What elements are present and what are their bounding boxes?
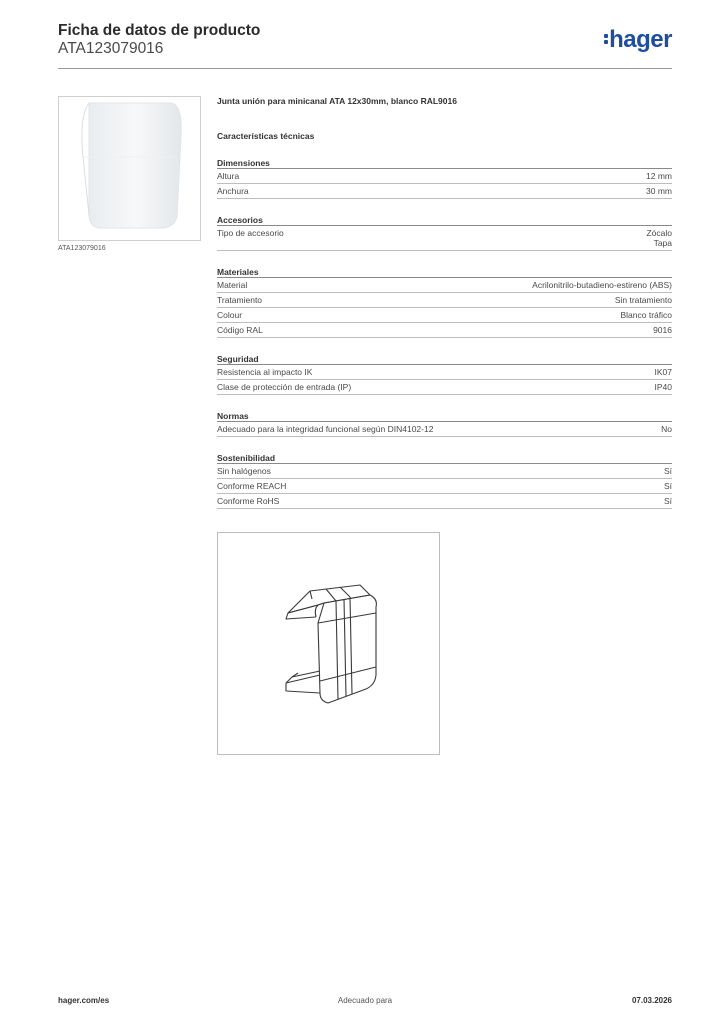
product-drawing xyxy=(217,532,440,755)
spec-value: No xyxy=(661,424,672,434)
product-code: ATA123079016 xyxy=(58,40,164,57)
spec-label: Resistencia al impacto IK xyxy=(217,367,313,377)
spec-group-sostenibilidad xyxy=(217,452,672,509)
spec-value-line: Tapa xyxy=(653,238,672,248)
product-thumbnail-image xyxy=(59,97,200,240)
hager-logo xyxy=(604,26,672,54)
spec-label: Código RAL xyxy=(217,325,263,335)
spec-label: Tipo de accesorio xyxy=(217,228,284,238)
spec-value: Acrilonitrilo-butadieno-estireno (ABS) xyxy=(532,280,672,290)
logo-dots-icon xyxy=(604,32,608,46)
spec-label: Conforme REACH xyxy=(217,481,287,491)
product-name: Junta unión para minicanal ATA 12x30mm, blanco RAL9016 xyxy=(217,96,457,106)
spec-row xyxy=(217,422,672,437)
spec-row xyxy=(217,494,672,509)
spec-label: Tratamiento xyxy=(217,295,263,305)
spec-value: IP40 xyxy=(654,382,672,392)
spec-value: IK07 xyxy=(654,367,672,377)
footer-website[interactable]: hager.com/es xyxy=(58,996,110,1005)
spec-content xyxy=(217,96,672,545)
product-thumbnail xyxy=(58,96,201,241)
page-footer xyxy=(58,996,672,1008)
group-title: Dimensiones xyxy=(217,157,672,169)
spec-value: Blanco tráfico xyxy=(620,310,672,320)
spec-label: Adecuado para la integridad funcional según DIN4102-12 xyxy=(217,424,434,434)
spec-row xyxy=(217,380,672,395)
spec-label: Altura xyxy=(217,171,240,181)
spec-row xyxy=(217,169,672,184)
technical-characteristics-heading: Características técnicas xyxy=(217,131,315,141)
group-title: Normas xyxy=(217,410,672,422)
spec-row xyxy=(217,323,672,338)
spec-row xyxy=(217,464,672,479)
spec-label: Sin halógenos xyxy=(217,466,271,476)
spec-value-line: Zócalo xyxy=(646,228,672,238)
spec-value: Sí xyxy=(663,481,672,491)
group-title: Accesorios xyxy=(217,214,672,226)
spec-row xyxy=(217,479,672,494)
spec-group-normas xyxy=(217,410,672,437)
spec-value: 12 mm xyxy=(646,171,672,181)
spec-value: Sí xyxy=(663,496,672,506)
spec-value: Sí xyxy=(663,466,672,476)
spec-row xyxy=(217,308,672,323)
spec-label: Colour xyxy=(217,310,243,320)
header-divider xyxy=(58,68,672,69)
spec-row xyxy=(217,184,672,199)
spec-group-dimensiones xyxy=(217,157,672,199)
spec-label: Anchura xyxy=(217,186,249,196)
spec-row xyxy=(217,365,672,380)
group-title: Materiales xyxy=(217,266,672,278)
spec-row xyxy=(217,226,672,251)
product-line-drawing xyxy=(218,533,439,754)
spec-value xyxy=(646,228,672,248)
spec-row xyxy=(217,293,672,308)
logo-text: hager xyxy=(609,26,672,53)
spec-label: Material xyxy=(217,280,248,290)
spec-label: Conforme RoHS xyxy=(217,496,280,506)
thumbnail-caption: ATA123079016 xyxy=(58,245,106,252)
spec-value: 9016 xyxy=(653,325,672,335)
page-header xyxy=(58,22,672,68)
footer-date: 07.03.2026 xyxy=(631,996,672,1005)
group-title: Sostenibilidad xyxy=(217,452,672,464)
document-title: Ficha de datos de producto xyxy=(58,22,261,39)
spec-group-seguridad xyxy=(217,353,672,395)
spec-group-materiales xyxy=(217,266,672,338)
spec-group-accesorios xyxy=(217,214,672,251)
spec-value: 30 mm xyxy=(646,186,672,196)
spec-label: Clase de protección de entrada (IP) xyxy=(217,382,352,392)
spec-value: Sin tratamiento xyxy=(614,295,672,305)
group-title: Seguridad xyxy=(217,353,672,365)
spec-row xyxy=(217,278,672,293)
footer-middle-text: Adecuado para xyxy=(337,996,393,1005)
